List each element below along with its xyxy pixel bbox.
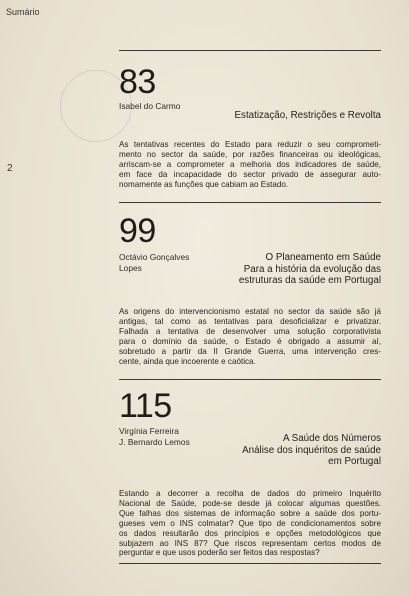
title-line: O Planeamento em Saúde (265, 252, 381, 263)
abstract-line: para o domínio da saúde, o Estado é obrigado a assumir aí, (119, 336, 381, 346)
title-line: A Saúde dos Números (282, 433, 381, 444)
title-line: Estatização, Restrições e Revolta (234, 110, 381, 121)
abstract-line: em face da incapacidade do sector privado de assegurar auto- (119, 169, 381, 179)
abstract-line: subjazem ao INS 87? Que riscos representam certos modos de (119, 538, 381, 548)
author-name: J. Bernardo Lemos (119, 436, 190, 447)
abstract-line: nomamente as funções que cabiam ao Estado. (119, 179, 289, 189)
abstract-line: cente, ainda que incoerente e caótica. (119, 356, 256, 366)
abstract-line: As origens do intervencionismo estatal no sector da saúde são já (119, 307, 381, 316)
page-header: Sumário (6, 7, 40, 17)
author-name: Octávio Gonçalves (119, 252, 190, 262)
entry-page-number[interactable]: 99 (119, 212, 156, 250)
abstract-line: arriscam-se a comprometer a melhoria dos indicadores de saúde, (119, 159, 381, 169)
abstract-line: antigas, tal como as tentativas para desoficializar e privatizar. (119, 316, 381, 326)
abstract-line: Que falhas dos sistemas de informação sobre a saúde dos portu- (119, 508, 381, 518)
author-name: Lopes (119, 262, 142, 273)
abstract-line: mento no sector da saúde, por razões financeiras ou ideológicas, (119, 149, 381, 159)
abstract-line: Estando a decorrer a recolha de dados do primeiro Inquérito (119, 489, 381, 498)
entry-title (242, 433, 381, 468)
entry-page-number[interactable]: 115 (119, 387, 172, 425)
abstract-line: gueses vem o INS colmatar? Que tipo de condicionamentos sobre (119, 518, 381, 528)
title-line: em Portugal (328, 456, 381, 468)
abstract-line: sobretudo a partir da II Grande Guerra, uma intervenção cres- (119, 346, 381, 356)
entry-page-number[interactable]: 83 (119, 63, 156, 101)
entry-authors (119, 426, 190, 447)
title-line: Para a história da evolução das (243, 263, 381, 275)
abstract-line: As tentativas recentes do Estado para reduzir o seu comprometi- (119, 140, 381, 149)
page-number: 2 (7, 163, 13, 174)
title-line: estruturas da saúde em Portugal (238, 275, 381, 287)
abstract-line: Nacional de Saúde, pode-se desde já colocar algumas questões. (119, 498, 381, 508)
abstract-line: perguntar e que usos poderão ser feitos das respostas? (119, 548, 320, 558)
toc-entry (119, 0, 381, 596)
author-name: Virgínia Ferreira (119, 426, 179, 436)
title-line: Análise dos inquéritos de saúde (242, 444, 381, 456)
author-name: Isabel do Carmo (119, 101, 181, 111)
entry-abstract (119, 489, 381, 558)
abstract-line: os dados resultarão dos princípios e opções metodológicos que (119, 528, 381, 538)
abstract-line: Falhada a tentativa de desenvolver uma solução corporativista (119, 326, 381, 336)
